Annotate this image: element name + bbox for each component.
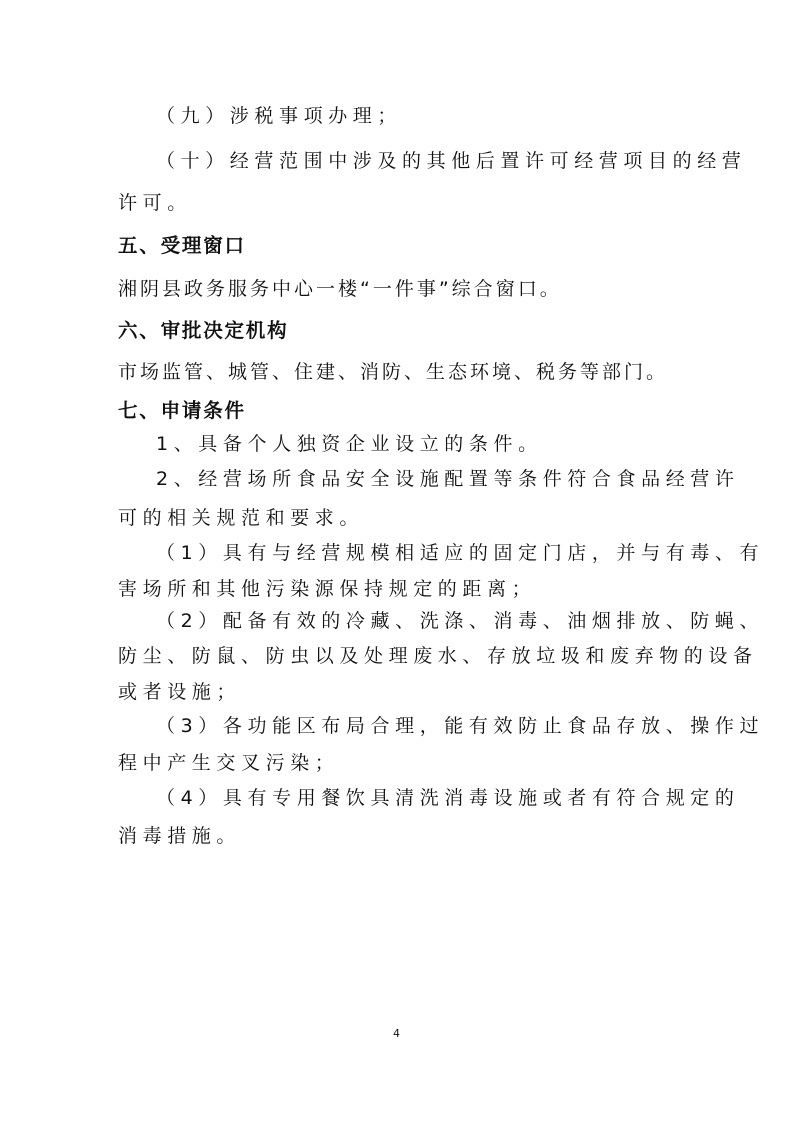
- sub-condition-1-line-1: （1）具有与经营规模相适应的固定门店，并与有毒、有: [156, 542, 765, 564]
- sub-condition-2-line-1: （2）配备有效的冷藏、洗涤、消毒、油烟排放、防蝇、: [156, 610, 765, 632]
- item-9: （九）涉税事项办理；: [156, 105, 403, 127]
- sub-condition-1-line-2: 害场所和其他污染源保持规定的距离；: [118, 578, 537, 600]
- condition-1: 1、具备个人独资企业设立的条件。: [156, 433, 543, 455]
- section-7-heading: 七、申请条件: [118, 399, 246, 422]
- page-number: 4: [393, 1027, 400, 1040]
- section-6-text: 市场监管、城管、住建、消防、生态环境、税务等部门。: [118, 361, 669, 383]
- sub-condition-2-line-3: 或者设施；: [118, 681, 242, 703]
- item-10-line-1: （十）经营范围中涉及的其他后置许可经营项目的经营: [156, 150, 747, 172]
- sub-condition-3-line-1: （3）各功能区布局合理，能有效防止食品存放、操作过: [156, 715, 765, 737]
- condition-2-line-1: 2、经营场所食品安全设施配置等条件符合食品经营许: [156, 468, 740, 490]
- section-5-text: 湘阴县政务服务中心一楼“一件事”综合窗口。: [118, 278, 562, 300]
- sub-condition-2-line-2: 防尘、防鼠、防虫以及处理废水、存放垃圾和废弃物的设备: [118, 645, 758, 667]
- sub-condition-4-line-1: （4）具有专用餐饮具清洗消毒设施或者有符合规定的: [156, 787, 740, 809]
- sub-condition-4-line-2: 消毒措施。: [118, 825, 242, 847]
- sub-condition-3-line-2: 程中产生交叉污染；: [118, 752, 340, 774]
- condition-2-line-2: 可的相关规范和要求。: [118, 507, 365, 529]
- section-5-heading: 五、受理窗口: [118, 234, 246, 257]
- item-10-line-2: 许可。: [118, 192, 192, 214]
- section-6-heading: 六、审批决定机构: [118, 319, 289, 342]
